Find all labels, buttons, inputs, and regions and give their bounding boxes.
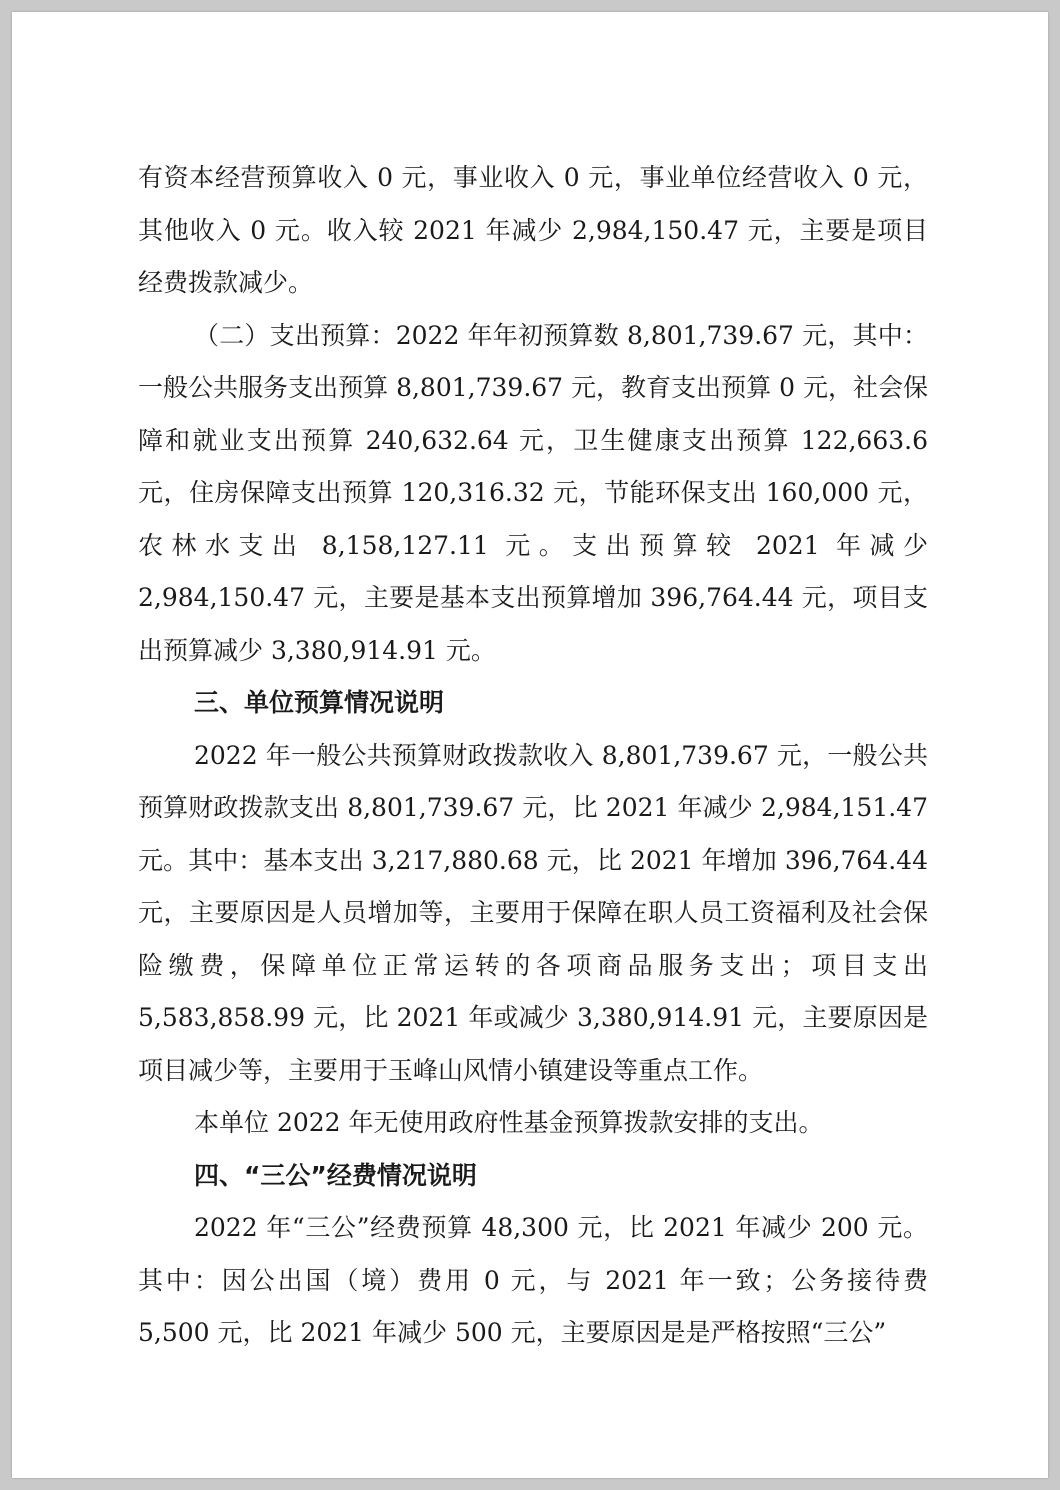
paragraph-expenditure-budget: （二）支出预算：2022 年年初预算数 8,801,739.67 元，其中：一般公共服务支出预算 8,801,739.67 元，教育支出预算 0 元，社会保障和就业支出预算 240,632.64 元，卫生健康支出预算 122,663.6 元，住房保障支出预算 120,316.32 元，节能环保支出 160,000 元，农林水支出 8,158,127.11 元。支出预算较 2021 年减少 2,984,150.47 元，主要是基本支出预算增加 396,764.44 元，项目支出预算减少 3,380,914.91 元。: [138, 320, 928, 665]
paragraph-income-continued: 有资本经营预算收入 0 元，事业收入 0 元，事业单位经营收入 0 元，其他收入 0 元。收入较 2021 年减少 2,984,150.47 元，主要是项目经费拨款减少。: [138, 163, 928, 297]
section-heading-three-public: 四、“三公”经费情况说明: [194, 1160, 477, 1190]
paragraph-government-fund: 本单位 2022 年无使用政府性基金预算拨款安排的支出。: [194, 1108, 824, 1137]
document-body: [138, 152, 928, 1360]
paragraph-general-public-budget: 2022 年一般公共预算财政拨款收入 8,801,739.67 元，一般公共预算财政拨款支出 8,801,739.67 元，比 2021 年减少 2,984,151.47 元。其中：基本支出 3,217,880.68 元，比 2021 年增加 396,764.44 元，主要原因是人员增加等，主要用于保障在职人员工资福利及社会保险缴费，保障单位正常运转的各项商品服务支出；项目支出 5,583,858.99 元，比 2021 年或减少 3,380,914.91 元，主要原因是项目减少等，主要用于玉峰山风情小镇建设等重点工作。: [138, 740, 928, 1085]
section-heading-unit-budget: 三、单位预算情况说明: [194, 688, 445, 717]
paragraph-three-public-budget: 2022 年“三公”经费预算 48,300 元，比 2021 年减少 200 元。其中：因公出国（境）费用 0 元，与 2021 年一致；公务接待费 5,500 元，比 2021 年减少 500 元，主要原因是是严格按照“三公”: [138, 1213, 928, 1347]
document-page: [12, 12, 1048, 1478]
